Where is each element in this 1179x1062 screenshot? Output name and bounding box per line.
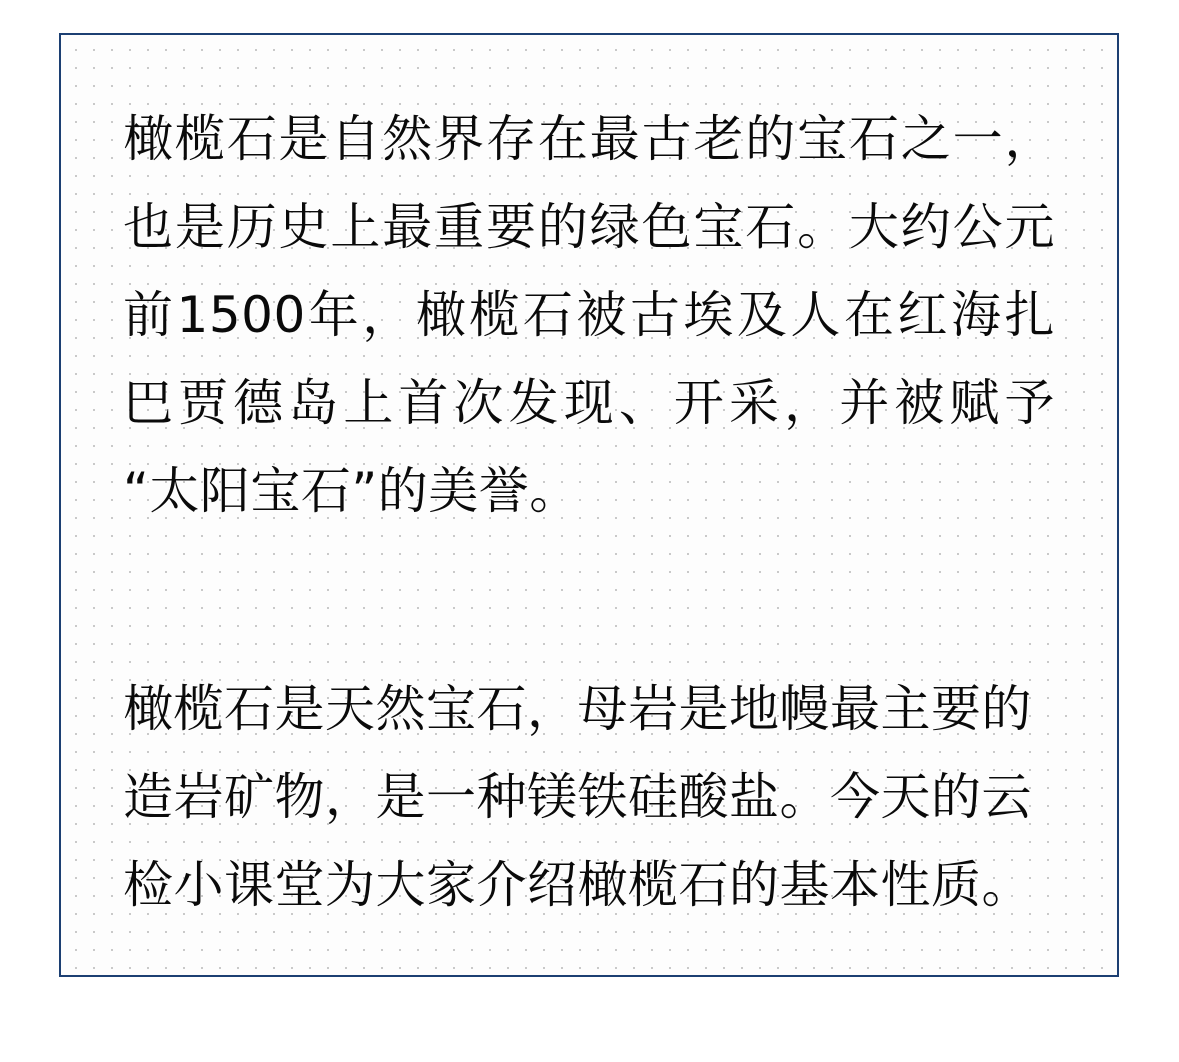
paragraph-1: 橄榄石是自然界存在最古老的宝石之一，也是历史上最重要的绿色宝石。大约公元前1500年，橄榄石被古埃及人在红海扎巴贾德岛上首次发现、开采，并被赋予“太阳宝石”的美誉。 <box>123 110 1055 520</box>
paragraph-2: 橄榄石是天然宝石，母岩是地幔最主要的造岩矿物，是一种镁铁硅酸盐。今天的云检小课堂为大家介绍橄榄石的基本性质。 <box>123 680 1032 914</box>
text-card <box>59 33 1119 977</box>
